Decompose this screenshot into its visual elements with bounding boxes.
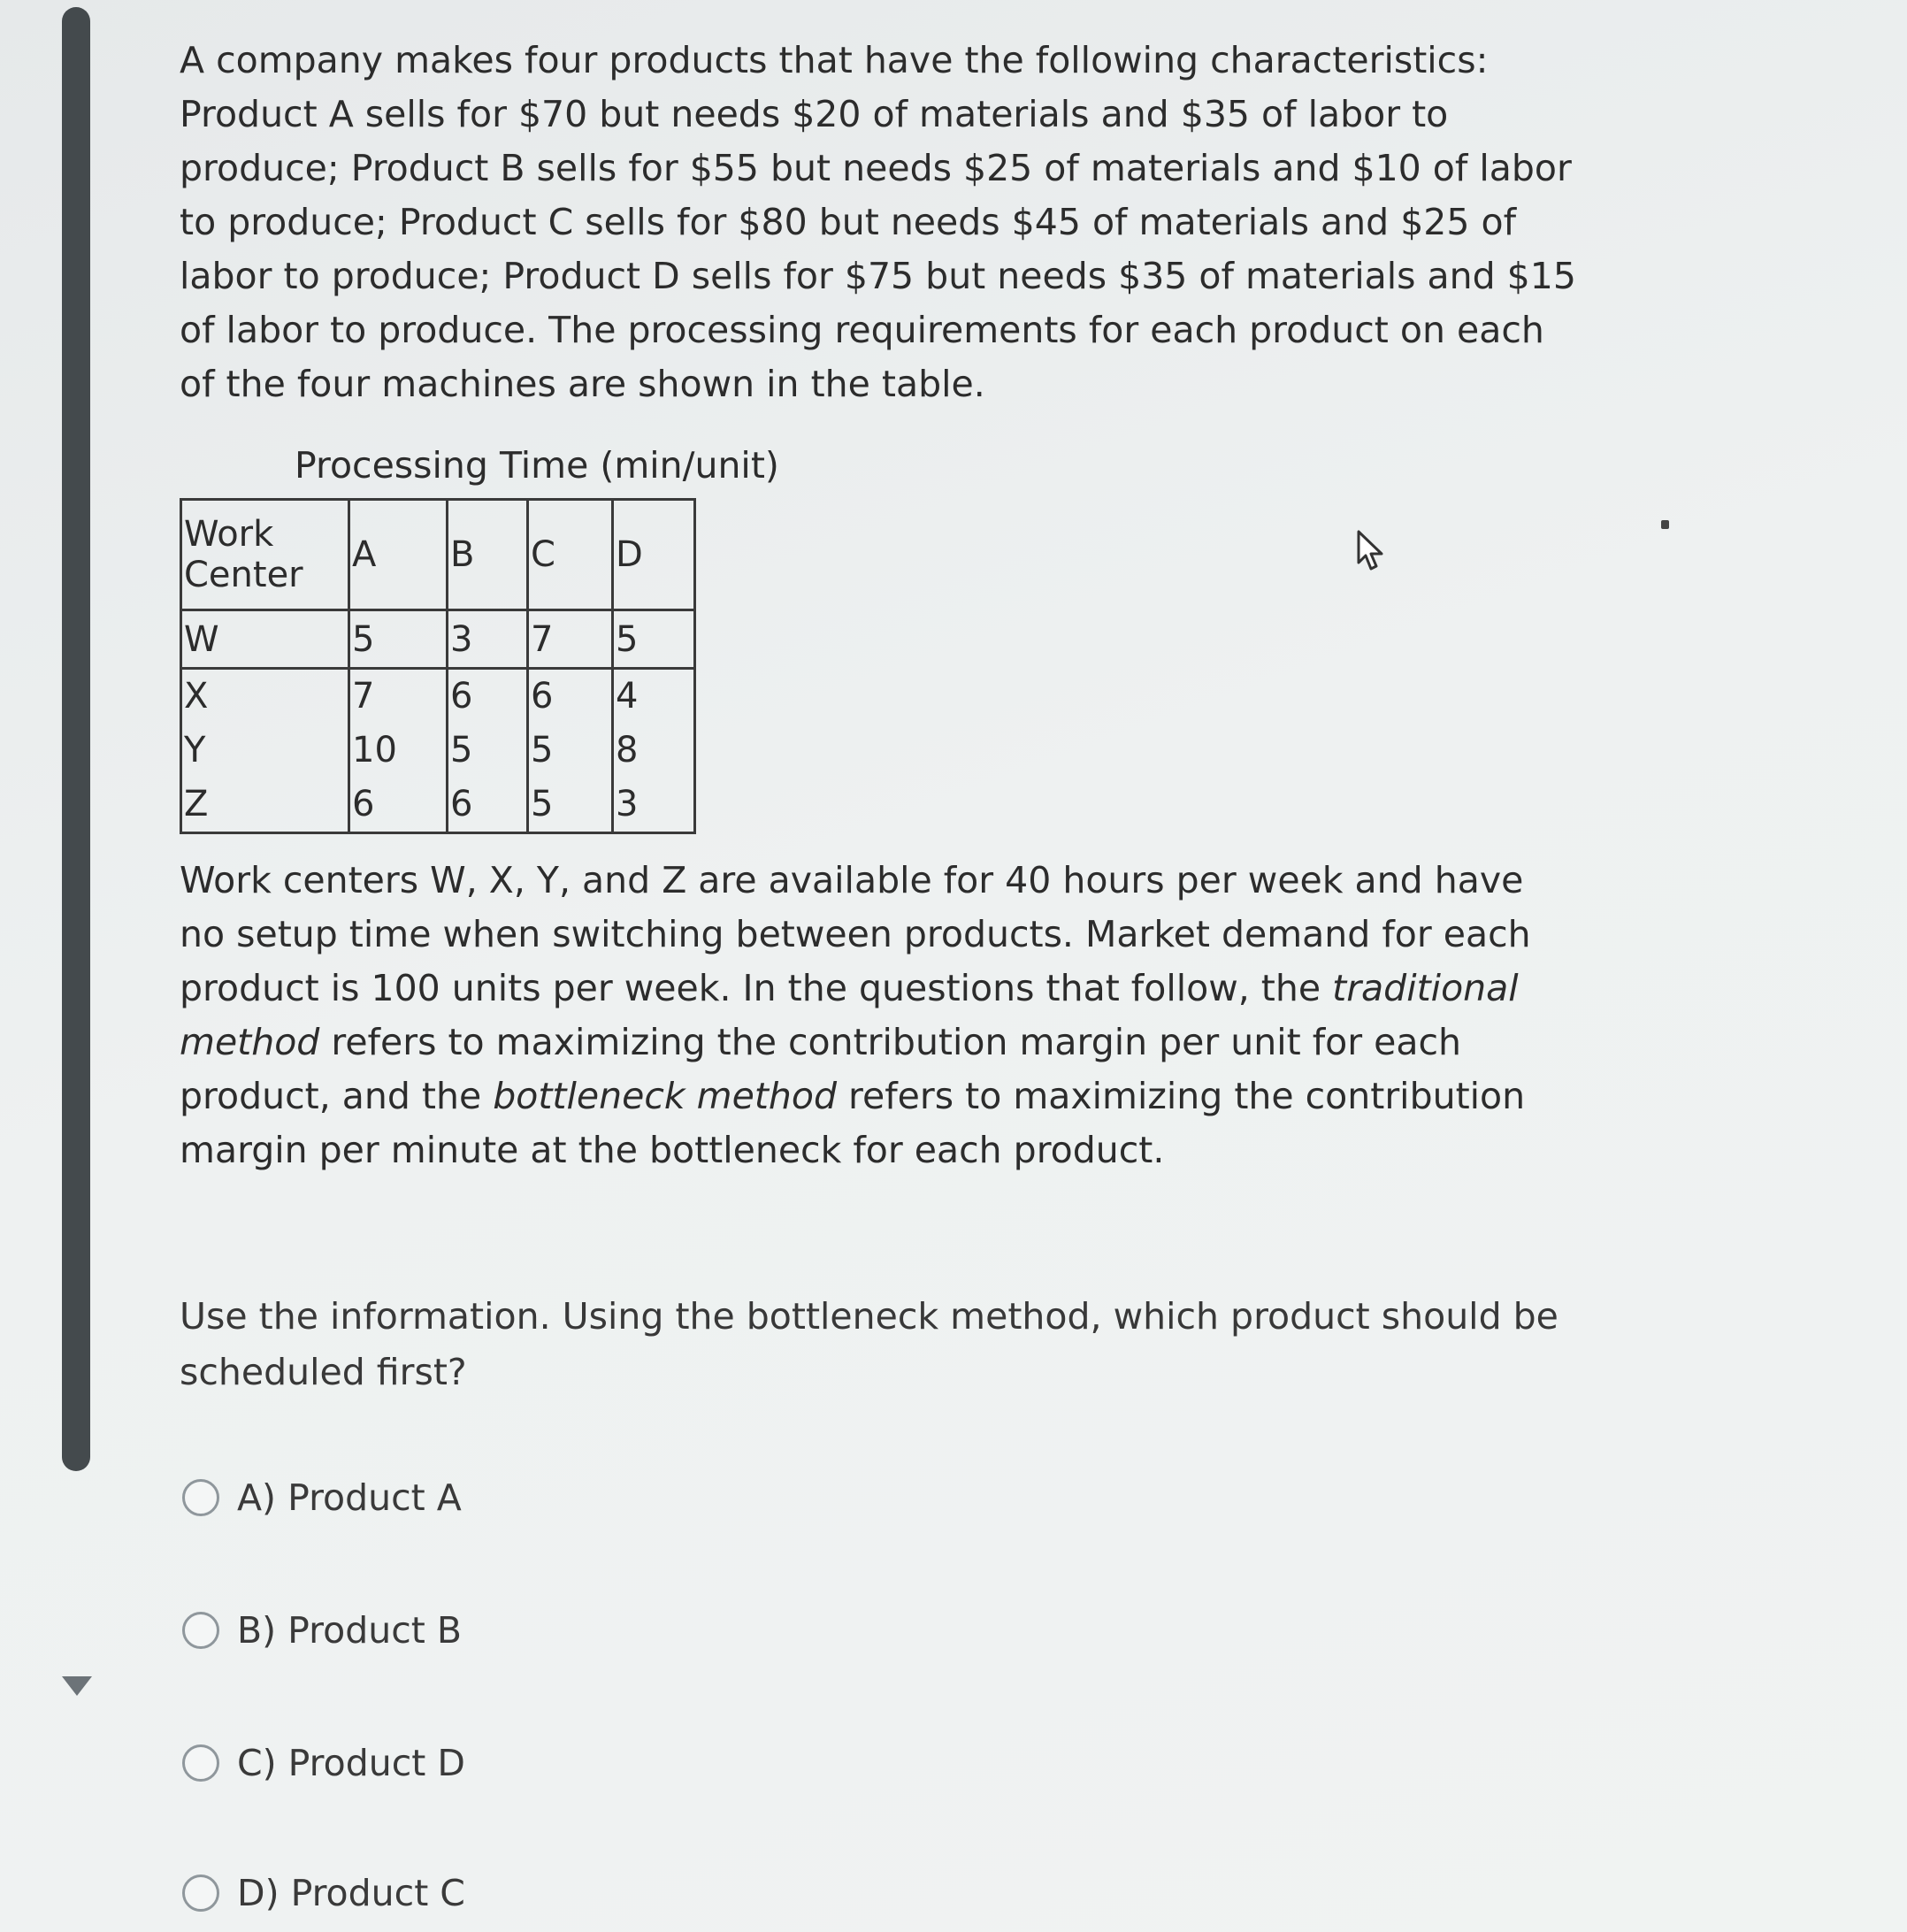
row-label-x: X bbox=[184, 676, 209, 717]
option-b-label[interactable]: B) Product B bbox=[237, 1609, 462, 1652]
header-product-a: A bbox=[349, 500, 448, 610]
table-header-row bbox=[181, 500, 695, 610]
cell-y-d: 8 bbox=[616, 730, 639, 770]
cell-x-c: 6 bbox=[531, 676, 554, 717]
table-row bbox=[181, 610, 695, 669]
cell-w-a: 5 bbox=[349, 610, 448, 669]
scrollbar-thumb[interactable] bbox=[62, 7, 90, 1471]
option-b[interactable] bbox=[182, 1604, 462, 1657]
body-text-3: refers to maximizing the contribution margin per minute at the bottleneck for each product. bbox=[180, 1075, 1526, 1171]
header-product-b: B bbox=[448, 500, 528, 610]
cell-x-b: 6 bbox=[450, 676, 473, 717]
body-emphasis-traditional: traditional method bbox=[180, 967, 1519, 1063]
cell-z-a: 6 bbox=[352, 784, 375, 824]
option-d[interactable] bbox=[182, 1867, 465, 1920]
option-a[interactable] bbox=[182, 1471, 462, 1524]
cell-y-c: 5 bbox=[531, 730, 554, 770]
row-label-z: Z bbox=[184, 784, 209, 824]
cell-w-c: 7 bbox=[528, 610, 613, 669]
table-caption: Processing Time (min/unit) bbox=[295, 444, 779, 487]
cells-b-xyz bbox=[448, 669, 528, 833]
header-work-center: Work Center bbox=[181, 500, 349, 610]
speck-mark bbox=[1661, 520, 1669, 529]
cells-c-xyz bbox=[528, 669, 613, 833]
radio-button-a[interactable] bbox=[182, 1479, 219, 1516]
cell-y-b: 5 bbox=[450, 730, 473, 770]
option-a-label[interactable]: A) Product A bbox=[237, 1476, 462, 1519]
row-label-w: W bbox=[181, 610, 349, 669]
option-c[interactable] bbox=[182, 1736, 465, 1790]
cell-x-a: 7 bbox=[352, 676, 375, 717]
option-c-label[interactable]: C) Product D bbox=[237, 1742, 465, 1784]
cell-w-b: 3 bbox=[448, 610, 528, 669]
mouse-pointer-icon bbox=[1356, 529, 1386, 573]
header-product-c: C bbox=[528, 500, 613, 610]
cells-d-xyz bbox=[613, 669, 695, 833]
option-d-label[interactable]: D) Product C bbox=[237, 1872, 465, 1914]
radio-button-b[interactable] bbox=[182, 1612, 219, 1649]
cell-w-d: 5 bbox=[613, 610, 695, 669]
cell-y-a: 10 bbox=[352, 730, 397, 770]
body-text-2: refers to maximizing the contribution margin per unit for each product, and the bbox=[180, 1021, 1462, 1117]
scroll-down-arrow-icon[interactable] bbox=[62, 1676, 92, 1696]
body-text-1: Work centers W, X, Y, and Z are available for 40 hours per week and have no setup time when switching between products. Market demand for each product is 100 units per week. In the questions that follow, the bbox=[180, 859, 1531, 1009]
header-product-d: D bbox=[613, 500, 695, 610]
cell-z-c: 5 bbox=[531, 784, 554, 824]
cell-x-d: 4 bbox=[616, 676, 639, 717]
processing-time-table bbox=[180, 498, 696, 834]
radio-button-d[interactable] bbox=[182, 1874, 219, 1912]
row-label-y: Y bbox=[184, 730, 206, 770]
table-row-group bbox=[181, 669, 695, 833]
intro-paragraph: A company makes four products that have the following characteristics: Product A sells for $70 but needs $20 of materials and $35 of labor to produce; Product B sells for $55 but needs $25 of materials and $10 of labor to produce; Product C sells for $80 but needs $45 of materials and $25 of labor to produce; Product D sells for $75 but needs $35 of materials and $15 of labor to produce. The processing requirements for each product on each of the four machines are shown in the table. bbox=[180, 39, 1576, 405]
radio-button-c[interactable] bbox=[182, 1744, 219, 1782]
cell-z-b: 6 bbox=[450, 784, 473, 824]
cells-a-xyz bbox=[349, 669, 448, 833]
cell-z-d: 3 bbox=[616, 784, 639, 824]
row-labels-xyz bbox=[181, 669, 349, 833]
question-prompt: Use the information. Using the bottleneck method, which product should be scheduled first? bbox=[180, 1295, 1559, 1393]
body-paragraph bbox=[180, 854, 1577, 1177]
body-emphasis-bottleneck: bottleneck method bbox=[493, 1075, 837, 1117]
